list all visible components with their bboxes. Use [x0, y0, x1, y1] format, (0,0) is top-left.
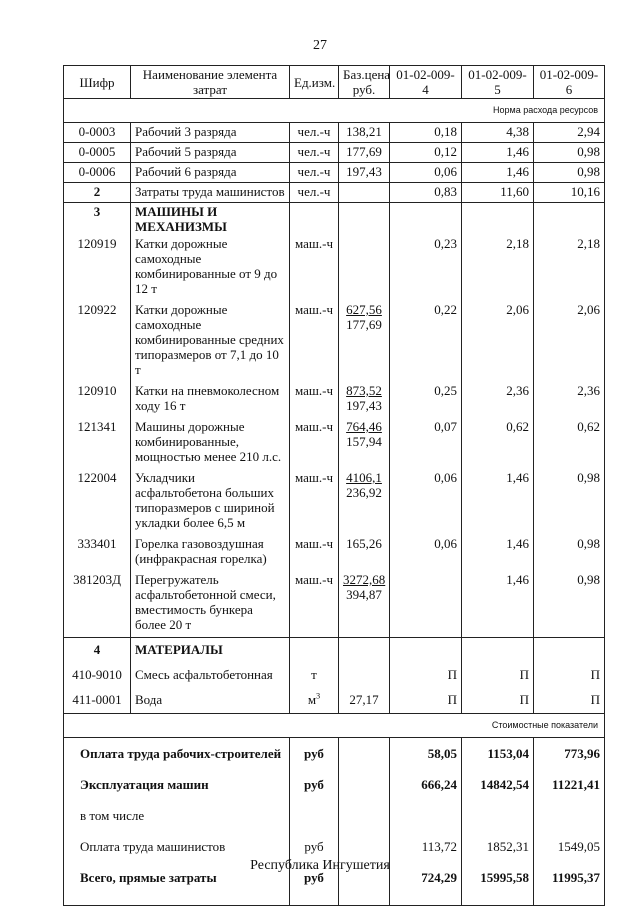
cell-value-2: 14842,54: [462, 769, 534, 800]
empty-cell: [462, 893, 534, 905]
cell-code: 0-0005: [64, 143, 131, 163]
cell-value-2: 0,62: [462, 418, 534, 469]
cell-price: 197,43: [339, 163, 390, 183]
unit-text: м: [307, 692, 317, 707]
resource-table: [63, 65, 605, 906]
cell-value-2: 1,46: [462, 571, 534, 638]
cell-price: [339, 418, 390, 469]
cell-price: 138,21: [339, 123, 390, 143]
cell-price: 27,17: [339, 688, 390, 714]
empty-cell: [339, 203, 390, 236]
material-row: [64, 688, 605, 714]
unit-text: т: [311, 667, 317, 682]
cell-unit: маш.-ч: [290, 235, 339, 301]
cell-value-3: 2,94: [534, 123, 605, 143]
cell-name: Машины дорожные комбинированные, мощностью менее 210 л.с.: [131, 418, 290, 469]
cell-value-3: 10,16: [534, 183, 605, 203]
cell-price: [339, 301, 390, 382]
cell-code: 121341: [64, 418, 131, 469]
cell-name: Рабочий 3 разряда: [131, 123, 290, 143]
cost-name: Эксплуатация машин: [64, 769, 290, 800]
cell-code: 120919: [64, 235, 131, 301]
price-estimate: 764,46: [346, 419, 382, 434]
section-3-header-row: [64, 203, 605, 236]
cell-code: 122004: [64, 469, 131, 535]
norm-label: Норма расхода ресурсов: [64, 99, 605, 123]
price-estimate: 873,52: [346, 383, 382, 398]
cost-name: Оплата труда машинистов: [64, 831, 290, 862]
cost-row: [64, 738, 605, 770]
cell-value-1: 0,06: [390, 163, 462, 183]
cell-value-1: 724,29: [390, 862, 462, 893]
cell-value-3: 0,98: [534, 571, 605, 638]
cost-name: в том числе: [64, 800, 290, 831]
cell-value-1: 0,83: [390, 183, 462, 203]
cell-unit: маш.-ч: [290, 469, 339, 535]
cell-unit: чел.-ч: [290, 183, 339, 203]
header-name: Наименование элемента затрат: [131, 66, 290, 99]
price-machinist: 394,87: [346, 587, 382, 602]
cost-name: Оплата труда рабочих-строителей: [64, 738, 290, 770]
header-code: Шифр: [64, 66, 131, 99]
empty-cell: [390, 893, 462, 905]
cell-value-1: [390, 571, 462, 638]
cell-price: [339, 663, 390, 688]
machine-row: [64, 535, 605, 571]
empty-cell: [462, 203, 534, 236]
cell-value-1: 58,05: [390, 738, 462, 770]
cell-value-2: [462, 800, 534, 831]
cell-unit: [290, 663, 339, 688]
empty-cell: [390, 638, 462, 664]
section-title: МАШИНЫ И МЕХАНИЗМЫ: [131, 203, 290, 236]
cell-value-3: 0,98: [534, 163, 605, 183]
cell-code: 410-9010: [64, 663, 131, 688]
cell-value-2: 1,46: [462, 143, 534, 163]
cell-value-2: 2,18: [462, 235, 534, 301]
norm-label-row: [64, 99, 605, 123]
machine-row: [64, 469, 605, 535]
cell-price: [339, 469, 390, 535]
page-number: 27: [313, 38, 327, 53]
labor-row: [64, 123, 605, 143]
cell-value-3: 0,98: [534, 469, 605, 535]
cell-price: 177,69: [339, 143, 390, 163]
section-2-row: [64, 183, 605, 203]
cell-name: Укладчики асфальтобетона больших типоразмеров с шириной укладки более 6,5 м: [131, 469, 290, 535]
machine-row: [64, 301, 605, 382]
section-title: МАТЕРИАЛЫ: [131, 638, 290, 664]
machine-row: [64, 382, 605, 418]
cell-value-3: 2,18: [534, 235, 605, 301]
price-estimate: 165,26: [346, 536, 382, 551]
empty-cell: [339, 769, 390, 800]
price-estimate: 627,56: [346, 302, 382, 317]
cost-label-row: [64, 714, 605, 738]
cell-price: [339, 382, 390, 418]
cell-code: 120922: [64, 301, 131, 382]
cell-value-3: [534, 800, 605, 831]
cell-code: 0-0003: [64, 123, 131, 143]
cell-value-2: 1,46: [462, 469, 534, 535]
empty-cell: [339, 638, 390, 664]
footer-region: Республика Ингушетия: [250, 858, 390, 873]
empty-cell: [534, 203, 605, 236]
cell-value-1: 0,25: [390, 382, 462, 418]
cost-row: [64, 800, 605, 831]
machine-row: [64, 571, 605, 638]
cell-name: Затраты труда машинистов: [131, 183, 290, 203]
cell-value-2: П: [462, 688, 534, 714]
machine-row: [64, 418, 605, 469]
header-col2: 01-02-009-5: [462, 66, 534, 99]
empty-cell: [290, 638, 339, 664]
cell-price: [339, 571, 390, 638]
cell-value-3: 2,36: [534, 382, 605, 418]
cell-name: Катки на пневмоколесном ходу 16 т: [131, 382, 290, 418]
cell-code: 333401: [64, 535, 131, 571]
labor-row: [64, 163, 605, 183]
cell-value-1: П: [390, 663, 462, 688]
cell-value-1: 0,18: [390, 123, 462, 143]
cell-unit: чел.-ч: [290, 123, 339, 143]
cell-value-3: П: [534, 688, 605, 714]
cell-name: Катки дорожные самоходные комбинированные от 9 до 12 т: [131, 235, 290, 301]
cell-unit: маш.-ч: [290, 535, 339, 571]
cell-value-1: 0,07: [390, 418, 462, 469]
cell-unit: [290, 688, 339, 714]
price-estimate: 4106,1: [346, 470, 382, 485]
cell-name: Катки дорожные самоходные комбинированные средних типоразмеров от 7,1 до 10 т: [131, 301, 290, 382]
price-machinist: 236,92: [346, 485, 382, 500]
section-number: 2: [64, 183, 131, 203]
cell-code: 411-0001: [64, 688, 131, 714]
cell-unit: [290, 800, 339, 831]
machine-row: [64, 235, 605, 301]
cell-unit: руб: [290, 862, 339, 893]
cell-value-2: 11,60: [462, 183, 534, 203]
cell-price: [339, 183, 390, 203]
cell-value-2: 15995,58: [462, 862, 534, 893]
cost-label: Стоимостные показатели: [64, 714, 605, 738]
cell-value-2: 1,46: [462, 535, 534, 571]
cell-value-1: 666,24: [390, 769, 462, 800]
empty-cell: [390, 203, 462, 236]
cell-name: Вода: [131, 688, 290, 714]
cell-unit: руб: [290, 769, 339, 800]
cell-value-3: П: [534, 663, 605, 688]
empty-cell: [290, 203, 339, 236]
cell-value-2: 2,06: [462, 301, 534, 382]
cell-unit: маш.-ч: [290, 301, 339, 382]
price-machinist: 177,69: [346, 317, 382, 332]
cell-value-2: 1,46: [462, 163, 534, 183]
cell-name: Рабочий 6 разряда: [131, 163, 290, 183]
cell-unit: руб: [290, 738, 339, 770]
cell-unit: маш.-ч: [290, 382, 339, 418]
cell-value-3: 1549,05: [534, 831, 605, 862]
cell-value-3: 773,96: [534, 738, 605, 770]
cost-row: [64, 769, 605, 800]
header-row: [64, 66, 605, 99]
cell-name: Смесь асфальтобетонная: [131, 663, 290, 688]
cell-value-1: 0,06: [390, 535, 462, 571]
empty-cell: [64, 893, 290, 905]
section-number: 3: [64, 203, 131, 236]
cell-code: 0-0006: [64, 163, 131, 183]
labor-row: [64, 143, 605, 163]
empty-cell: [534, 638, 605, 664]
cell-value-3: 2,06: [534, 301, 605, 382]
empty-cell: [290, 893, 339, 905]
cell-value-2: 1153,04: [462, 738, 534, 770]
cost-name: Всего, прямые затраты: [64, 862, 290, 893]
section-number: 4: [64, 638, 131, 664]
cell-value-3: 11221,41: [534, 769, 605, 800]
header-col3: 01-02-009-6: [534, 66, 605, 99]
cell-unit: маш.-ч: [290, 571, 339, 638]
empty-cell: [534, 893, 605, 905]
price-estimate: 3272,68: [343, 572, 386, 587]
cell-unit: маш.-ч: [290, 418, 339, 469]
cell-value-1: П: [390, 688, 462, 714]
header-price: Баз.цена руб.: [339, 66, 390, 99]
cell-price: [339, 235, 390, 301]
cell-unit: руб: [290, 831, 339, 862]
cell-value-3: 0,98: [534, 143, 605, 163]
cell-value-2: 1852,31: [462, 831, 534, 862]
cell-name: Перегружатель асфальтобетонной смеси, вместимость бункера более 20 т: [131, 571, 290, 638]
price-machinist: 157,94: [346, 434, 382, 449]
cell-value-1: 0,23: [390, 235, 462, 301]
price-machinist: 197,43: [346, 398, 382, 413]
cell-value-1: 0,06: [390, 469, 462, 535]
cell-code: 120910: [64, 382, 131, 418]
cell-value-3: 0,62: [534, 418, 605, 469]
header-col1: 01-02-009-4: [390, 66, 462, 99]
cell-value-2: 2,36: [462, 382, 534, 418]
cell-value-2: П: [462, 663, 534, 688]
empty-cell: [339, 800, 390, 831]
section-4-header-row: [64, 638, 605, 664]
cell-code: 381203Д: [64, 571, 131, 638]
cell-unit: чел.-ч: [290, 143, 339, 163]
empty-cell: [339, 738, 390, 770]
empty-cell: [462, 638, 534, 664]
cell-value-3: 11995,37: [534, 862, 605, 893]
cell-name: Рабочий 5 разряда: [131, 143, 290, 163]
cell-unit: чел.-ч: [290, 163, 339, 183]
cell-value-1: 113,72: [390, 831, 462, 862]
cell-price: [339, 535, 390, 571]
cell-value-1: 0,12: [390, 143, 462, 163]
empty-cell: [339, 893, 390, 905]
cell-value-1: [390, 800, 462, 831]
cell-value-3: 0,98: [534, 535, 605, 571]
material-row: [64, 663, 605, 688]
unit-superscript: 3: [316, 691, 321, 701]
cell-name: Горелка газовоздушная (инфракрасная горелка): [131, 535, 290, 571]
cell-value-1: 0,22: [390, 301, 462, 382]
table-end-row: [64, 893, 605, 905]
header-unit: Ед.изм.: [290, 66, 339, 99]
cell-value-2: 4,38: [462, 123, 534, 143]
